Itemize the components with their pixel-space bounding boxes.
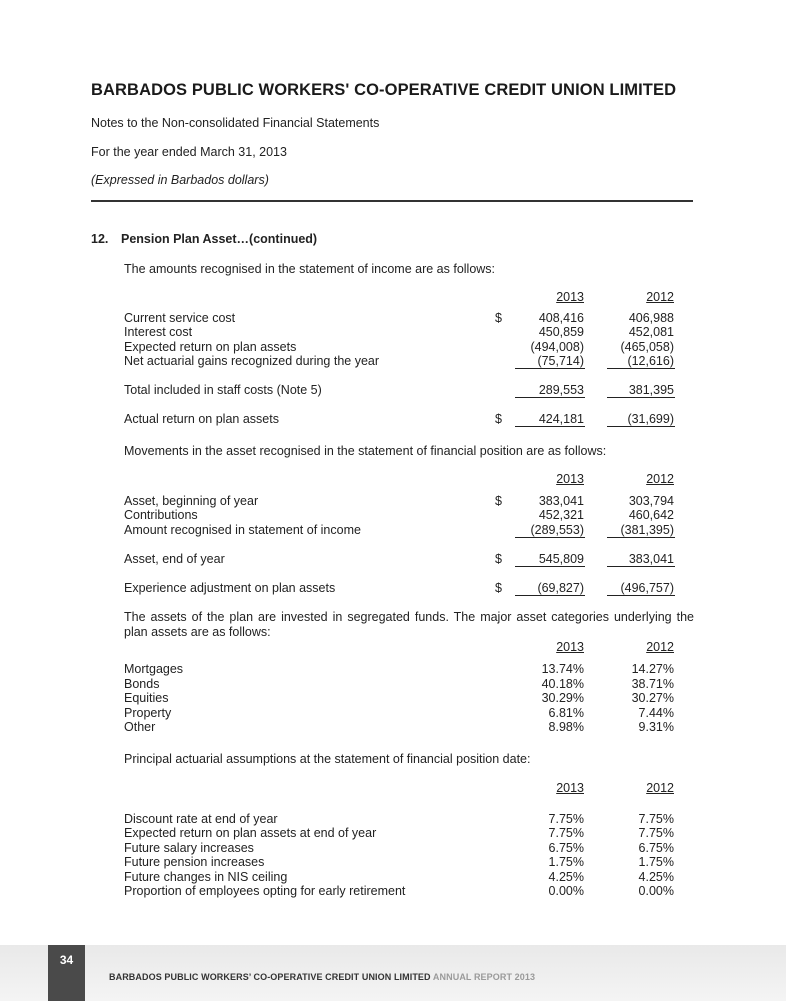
table-row-label: Future changes in NIS ceiling (124, 870, 288, 884)
total-underline (607, 397, 675, 398)
table-row-label: Expected return on plan assets (124, 340, 297, 354)
table-cell: 6.81% (548, 706, 584, 720)
table-cell: 0.00% (638, 884, 674, 898)
header-divider (91, 200, 693, 202)
table-cell: 1.75% (548, 855, 584, 869)
table-row-label: Future salary increases (124, 841, 254, 855)
table-row-label: Net actuarial gains recognized during the year (124, 354, 380, 368)
table-cell: 424,181 (538, 412, 584, 426)
currency-note: (Expressed in Barbados dollars) (91, 173, 269, 187)
table-cell: 7.75% (548, 812, 584, 826)
assumptions-col-2012: 2012 (646, 781, 674, 795)
currency-symbol: $ (495, 494, 502, 508)
table-cell: 14.27% (631, 662, 674, 676)
footer-text (109, 972, 535, 982)
table-row-label: Future pension increases (124, 855, 265, 869)
table-cell: (12,616) (627, 354, 674, 368)
table-row-label: Other (124, 720, 156, 734)
table-cell: 8.98% (548, 720, 584, 734)
table-cell: 460,642 (628, 508, 674, 522)
document-subtitle: Notes to the Non-consolidated Financial Statements (91, 116, 380, 130)
movements-intro: Movements in the asset recognised in the statement of financial position are as follows: (124, 444, 607, 458)
table-cell: 4.25% (638, 870, 674, 884)
assumptions-intro: Principal actuarial assumptions at the statement of financial position date: (124, 752, 531, 766)
income-intro: The amounts recognised in the statement of income are as follows: (124, 262, 496, 276)
table-row-label: Asset, end of year (124, 552, 225, 566)
table-cell: 450,859 (538, 325, 584, 339)
table-row-label: Contributions (124, 508, 198, 522)
table-cell: 7.44% (638, 706, 674, 720)
subtotal-underline (607, 368, 675, 369)
table-row-label: Current service cost (124, 311, 236, 325)
table-cell: 7.75% (638, 812, 674, 826)
assets-col-2012: 2012 (646, 640, 674, 654)
footer-report: ANNUAL REPORT 2013 (432, 972, 536, 982)
table-cell: 408,416 (538, 311, 584, 325)
income-col-2012: 2012 (646, 290, 674, 304)
income-col-2013: 2013 (556, 290, 584, 304)
table-cell: 6.75% (638, 841, 674, 855)
table-cell: 30.27% (631, 691, 674, 705)
period-text: For the year ended March 31, 2013 (91, 145, 287, 159)
currency-symbol: $ (495, 311, 502, 325)
table-cell: (381,395) (620, 523, 674, 537)
currency-symbol: $ (495, 581, 502, 595)
table-cell: 4.25% (548, 870, 584, 884)
table-row-label: Property (124, 706, 172, 720)
table-cell: 452,081 (628, 325, 674, 339)
table-row-label: Expected return on plan assets at end of year (124, 826, 377, 840)
table-cell: 452,321 (538, 508, 584, 522)
table-cell: (75,714) (537, 354, 584, 368)
subtotal-underline (515, 537, 585, 538)
table-cell: 7.75% (638, 826, 674, 840)
table-cell: 9.31% (638, 720, 674, 734)
total-underline (607, 426, 675, 427)
section-title: Pension Plan Asset…(continued) (121, 232, 318, 246)
table-row-label: Experience adjustment on plan assets (124, 581, 336, 595)
table-cell: 381,395 (628, 383, 674, 397)
currency-symbol: $ (495, 552, 502, 566)
table-cell: 7.75% (548, 826, 584, 840)
table-cell: 30.29% (541, 691, 584, 705)
table-row-label: Discount rate at end of year (124, 812, 278, 826)
table-row-label: Actual return on plan assets (124, 412, 279, 426)
total-underline (515, 595, 585, 596)
assets-intro: The assets of the plan are invested in segregated funds. The major asset categories underlying the plan assets are as follows: (124, 610, 694, 639)
subtotal-underline (515, 368, 585, 369)
table-cell: (289,553) (530, 523, 584, 537)
assumptions-col-2013: 2013 (556, 781, 584, 795)
movements-col-2013: 2013 (556, 472, 584, 486)
assets-col-2013: 2013 (556, 640, 584, 654)
table-cell: 303,794 (628, 494, 674, 508)
table-cell: 6.75% (548, 841, 584, 855)
table-row-label: Equities (124, 691, 169, 705)
table-row-label: Proportion of employees opting for early retirement (124, 884, 406, 898)
table-cell: (494,008) (530, 340, 584, 354)
table-cell: 0.00% (548, 884, 584, 898)
currency-symbol: $ (495, 412, 502, 426)
total-underline (515, 426, 585, 427)
movements-col-2012: 2012 (646, 472, 674, 486)
total-underline (515, 566, 585, 567)
section-heading (91, 232, 317, 246)
table-row-label: Interest cost (124, 325, 193, 339)
table-cell: (31,699) (627, 412, 674, 426)
total-underline (607, 566, 675, 567)
table-row-label: Mortgages (124, 662, 184, 676)
table-cell: 545,809 (538, 552, 584, 566)
table-cell: (69,827) (537, 581, 584, 595)
table-cell: (465,058) (620, 340, 674, 354)
table-cell: 1.75% (638, 855, 674, 869)
page-number: 34 (59, 953, 74, 967)
table-cell: 406,988 (628, 311, 674, 325)
table-row-label: Total included in staff costs (Note 5) (124, 383, 322, 397)
footer-org: BARBADOS PUBLIC WORKERS’ CO-OPERATIVE CREDIT UNION LIMITED (109, 972, 431, 982)
table-cell: (496,757) (620, 581, 674, 595)
total-underline (607, 595, 675, 596)
subtotal-underline (607, 537, 675, 538)
table-cell: 289,553 (538, 383, 584, 397)
table-row-label: Amount recognised in statement of income (124, 523, 361, 537)
table-cell: 40.18% (541, 677, 584, 691)
table-cell: 383,041 (538, 494, 584, 508)
table-cell: 38.71% (631, 677, 674, 691)
section-number: 12. (91, 232, 109, 246)
total-underline (515, 397, 585, 398)
table-cell: 383,041 (628, 552, 674, 566)
table-cell: 13.74% (541, 662, 584, 676)
table-row-label: Bonds (124, 677, 160, 691)
table-row-label: Asset, beginning of year (124, 494, 259, 508)
document-title: BARBADOS PUBLIC WORKERS' CO-OPERATIVE CREDIT UNION LIMITED (91, 81, 677, 99)
